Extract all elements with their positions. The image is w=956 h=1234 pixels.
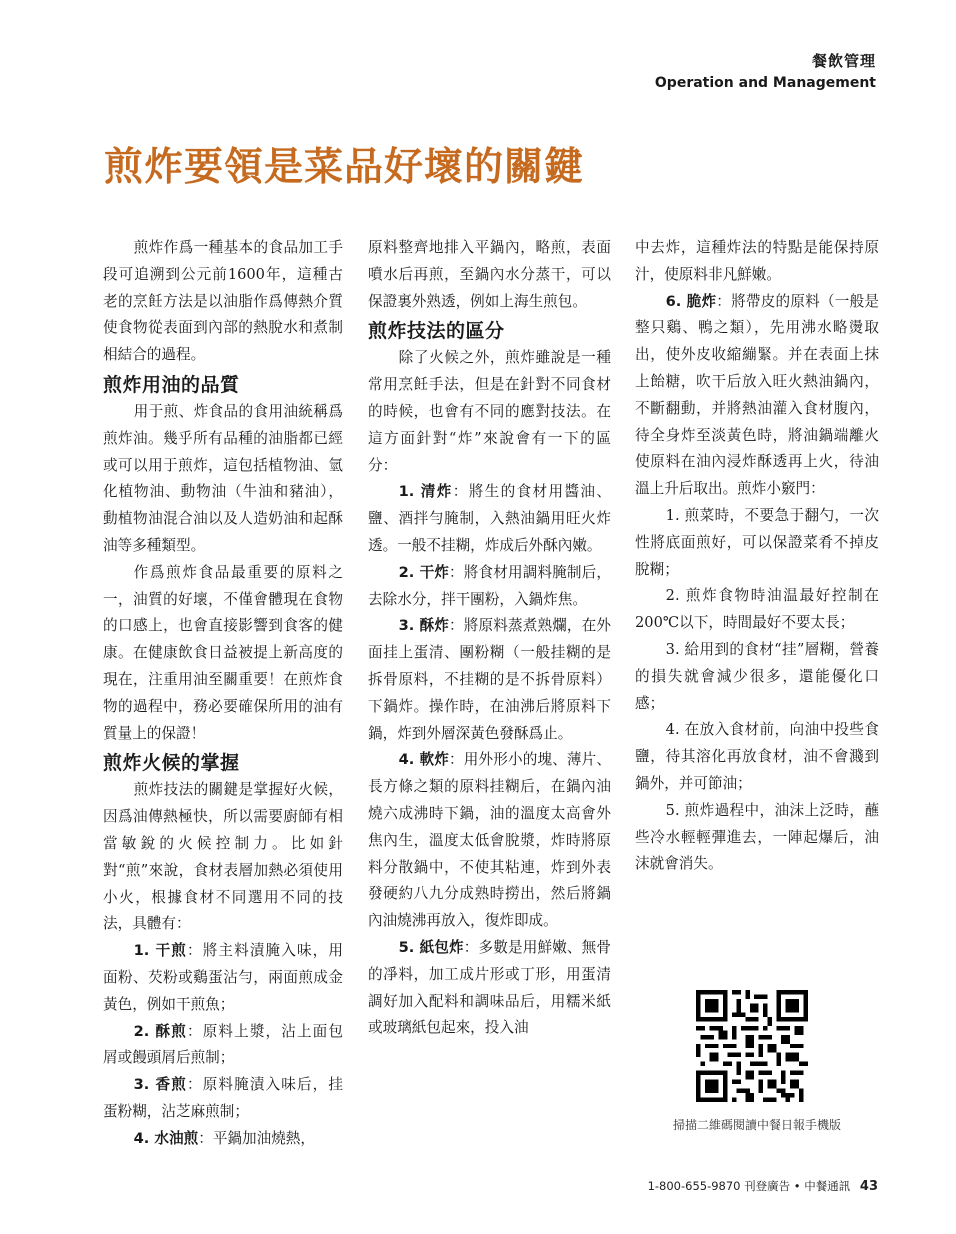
list-item bbox=[635, 289, 879, 503]
article-title: 煎炸要領是菜品好壞的關鍵 bbox=[104, 144, 585, 190]
column-1 bbox=[103, 235, 343, 1153]
footer-phone: 1-800-655-9870 bbox=[647, 1179, 741, 1193]
list-item bbox=[368, 560, 611, 614]
tip-item: 4. 在放入食材前，向油中投些食鹽，待其溶化再放食材，油不會濺到鍋外，并可節油； bbox=[635, 721, 879, 792]
item-keyword: 3. 酥炸 bbox=[398, 617, 450, 635]
tip-item: 3. 給用到的食材“挂”層糊，營養的損失就會減少很多，還能優化口感； bbox=[635, 640, 879, 712]
section-category: 餐飲管理 bbox=[811, 52, 876, 70]
item-text: ：平鍋加油燒熱， bbox=[198, 1129, 315, 1147]
column-3 bbox=[635, 235, 879, 878]
page-number: 43 bbox=[859, 1179, 878, 1194]
tip-item: 5. 煎炸過程中，油沫上泛時，蘸些冷水輕輕彈進去，一陣起爆后，油沫就會消失。 bbox=[635, 801, 879, 873]
list-item bbox=[368, 935, 611, 1042]
item-text: ：原料上漿，沾上面包屑或饅頭屑后煎制； bbox=[103, 1022, 343, 1067]
tip-item: 2. 煎炸食物時油温最好控制在200℃以下，時間最好不要太長； bbox=[635, 587, 879, 632]
item-keyword: 1. 干煎 bbox=[133, 942, 187, 960]
section-heading: 煎炸技法的區分 bbox=[368, 320, 505, 343]
item-keyword: 2. 酥煎 bbox=[133, 1022, 187, 1040]
item-keyword: 6. 脆炸 bbox=[665, 292, 717, 310]
paragraph: 中去炸，這種炸法的特點是能保持原汁，使原料非凡鮮嫩。 bbox=[635, 239, 879, 283]
paragraph: 煎炸作爲一種基本的食品加工手段可追溯到公元前1600年，這種古老的烹飪方法是以油脂作爲傳熱介質使食物從表面到內部的熱脫水和煮制相結合的過程。 bbox=[103, 239, 343, 364]
section-heading: 煎炸用油的品質 bbox=[103, 373, 240, 396]
page-footer bbox=[648, 1178, 878, 1194]
list-item bbox=[368, 613, 611, 747]
column-2 bbox=[368, 235, 611, 1042]
section-header bbox=[655, 50, 876, 91]
list-item bbox=[368, 479, 611, 559]
item-text: ：用外形小的塊、薄片、長方條之類的原料挂糊后，在鍋內油燒六成沸時下鍋，油的溫度太高會外焦內生，溫度太低會脫漿，炸時將原料分散鍋中，不使其粘連，炸到外表發硬約八九分成熟時撈出，然后將鍋內油燒沸再放入，復炸即成。 bbox=[368, 751, 611, 930]
item-text: ：將生的食材用醬油、鹽、酒拌勻腌制，入熱油鍋用旺火炸透。一般不挂糊，炸成后外酥內嫩。 bbox=[368, 483, 611, 554]
list-item bbox=[103, 938, 343, 1018]
item-text: ：將主料漬腌入味，用面粉、芡粉或鷄蛋沾勻，兩面煎成金黃色，例如干煎魚； bbox=[103, 942, 343, 1013]
paragraph: 用于煎、炸食品的食用油統稱爲煎炸油。幾乎所有品種的油脂都已經或可以用于煎炸，這包括植物油、氫化植物油、動物油（牛油和豬油），動植物油混合油以及人造奶油和起酥油等多種類型。 bbox=[103, 402, 343, 554]
list-item bbox=[103, 1019, 343, 1073]
list-item bbox=[368, 747, 611, 935]
item-text: ：原料腌漬入味后，挂蛋粉糊，沾芝麻煎制； bbox=[103, 1076, 343, 1120]
qr-caption: 掃描二維碼閱讀中餐日報手機版 bbox=[672, 1118, 841, 1132]
list-item bbox=[103, 1126, 343, 1153]
item-keyword: 1. 清炸 bbox=[398, 483, 453, 501]
item-text: ：多數是用鮮嫩、無骨的凈料，加工成片形或丁形，用蛋清調好加入配料和調味品后，用糯米紙或玻璃紙包起來，投入油 bbox=[368, 938, 611, 1037]
paragraph: 煎炸技法的關鍵是掌握好火候，因爲油傳熱極快，所以需要廚師有相當敏銳的火候控制力。比如針對“煎”來說，食材表層加熱必須使用小火，根據食材不同選用不同的技法，具體有： bbox=[103, 781, 343, 933]
item-text: ：將原料蒸煮熟爛，在外面挂上蛋清、團粉糊（一般挂糊的是拆骨原料，不挂糊的是不拆骨原料）下鍋炸。操作時，在油沸后將原料下鍋，炸到外層深黃色發酥爲止。 bbox=[368, 617, 611, 742]
item-keyword: 4. 水油煎 bbox=[133, 1129, 199, 1147]
footer-text: 刊登廣告 • 中餐通訊 bbox=[744, 1179, 851, 1193]
tip-item: 1. 煎菜時，不要急于翻勺，一次性將底面煎好，可以保證菜肴不掉皮脫糊； bbox=[635, 506, 879, 578]
item-text: ：將食材用調料腌制后，去除水分，拌干團粉，入鍋炸焦。 bbox=[368, 563, 611, 608]
item-keyword: 2. 干炸 bbox=[398, 563, 450, 581]
paragraph: 原料整齊地排入平鍋內，略煎，表面噴水后再煎，至鍋內水分蒸干，可以保證裏外熟透，例如上海生煎包。 bbox=[368, 239, 611, 310]
list-item bbox=[103, 1072, 343, 1126]
section-heading: 煎炸火候的掌握 bbox=[103, 752, 240, 775]
qr-code-image bbox=[696, 990, 808, 1102]
item-keyword: 4. 軟炸 bbox=[398, 751, 450, 769]
item-keyword: 3. 香煎 bbox=[133, 1076, 187, 1094]
section-subtitle: Operation and Management bbox=[654, 75, 876, 91]
item-text: ：將帶皮的原料（一般是整只鷄、鴨之類），先用沸水略燙取出，使外皮收縮繃緊。并在表面上抹上飴糖，吹干后放入旺火熱油鍋內，不斷翻動，并將熱油灌入食材腹內，待全身炸至淡黃色時，將油鍋端離火使原料在油內浸炸酥透再上火，待油溫上升后取出。煎炸小竅門： bbox=[635, 292, 879, 498]
paragraph: 除了火候之外，煎炸雖說是一種常用烹飪手法，但是在針對不同食材的時候，也會有不同的應對技法。在這方面針對“炸”來說會有一下的區分： bbox=[368, 349, 611, 474]
item-keyword: 5. 紙包炸 bbox=[398, 938, 464, 956]
paragraph: 作爲煎炸食品最重要的原料之一，油質的好壞，不僅會體現在食物的口感上，也會直接影響到食客的健康。在健康飲食日益被提上新高度的現在，注重用油至關重要！在煎炸食物的過程中，務必要確保所用的油有質量上的保證！ bbox=[103, 563, 343, 742]
